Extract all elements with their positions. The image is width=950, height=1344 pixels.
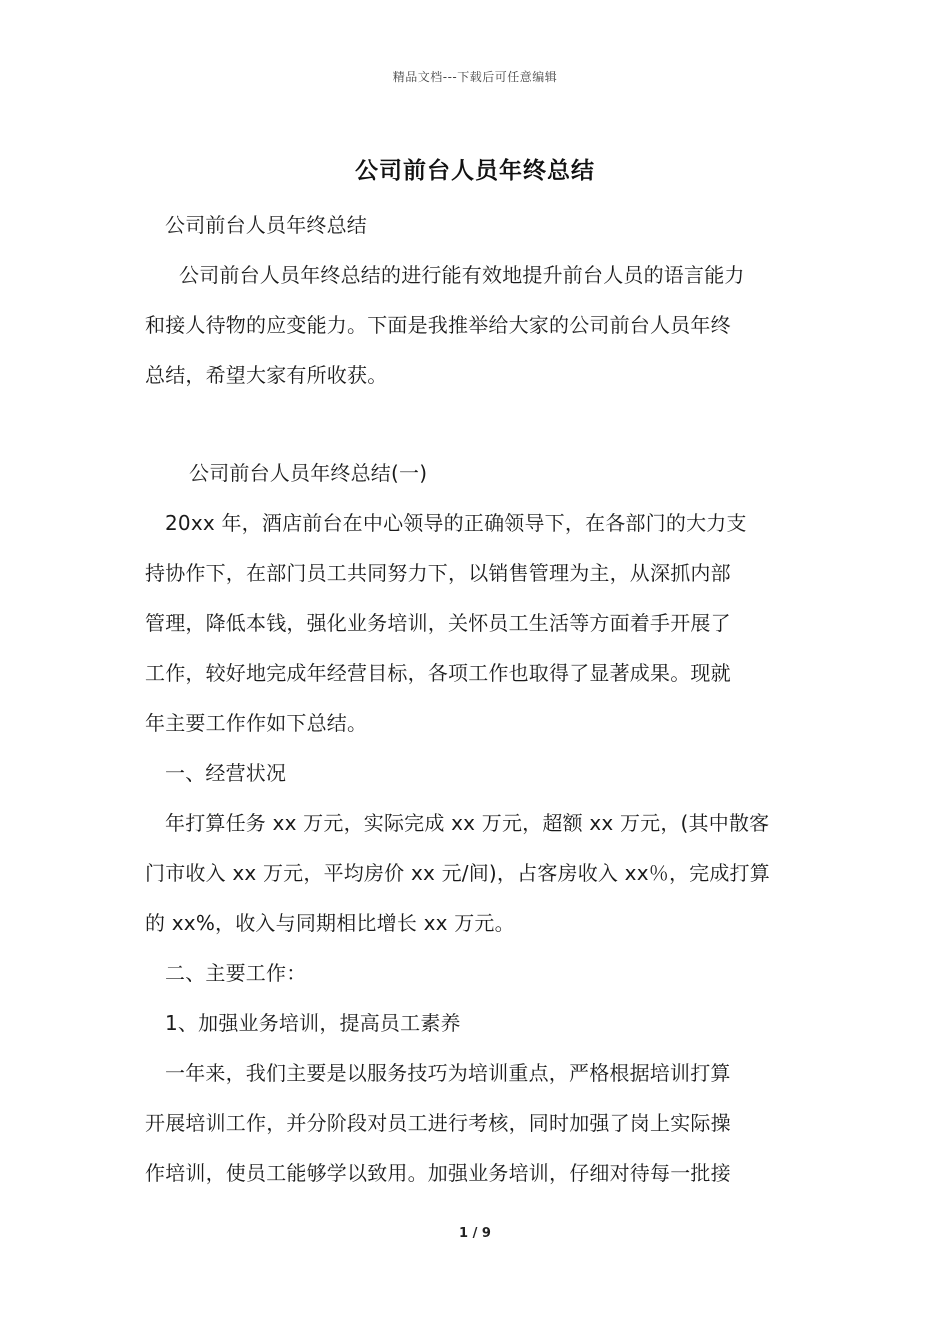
paragraph-line: 公司前台人员年终总结的进行能有效地提升前台人员的语言能力	[179, 263, 745, 287]
document-title: 公司前台人员年终总结	[355, 158, 595, 184]
paragraph-line: 开展培训工作，并分阶段对员工进行考核，同时加强了岗上实际操	[145, 1111, 731, 1135]
paragraph-line: 的 xx%，收入与同期相比增长 xx 万元。	[145, 911, 515, 935]
page-number: 1 / 9	[459, 1226, 491, 1241]
paragraph-line: 持协作下，在部门员工共同努力下，以销售管理为主，从深抓内部	[145, 561, 731, 585]
paragraph-line: 管理，降低本钱，强化业务培训，关怀员工生活等方面着手开展了	[145, 611, 731, 635]
paragraph-line: 门市收入 xx 万元，平均房价 xx 元/间)，占客房收入 xx％，完成打算	[145, 861, 770, 885]
blank-line	[145, 400, 807, 448]
paragraph-line: 一年来，我们主要是以服务技巧为培训重点，严格根据培训打算	[165, 1061, 731, 1085]
header-note: 精品文档---下载后可任意编辑	[392, 70, 558, 84]
subtitle-line: 公司前台人员年终总结	[165, 213, 367, 237]
paragraph-line: 和接人待物的应变能力。下面是我推举给大家的公司前台人员年终	[145, 313, 731, 337]
paragraph-line: 年主要工作作如下总结。	[145, 711, 368, 735]
subheading-line: 一、经营状况	[165, 761, 287, 785]
paragraph-line: 年打算任务 xx 万元，实际完成 xx 万元，超额 xx 万元，(其中散客	[165, 811, 770, 835]
paragraph-line: 作培训，使员工能够学以致用。加强业务培训，仔细对待每一批接	[145, 1161, 731, 1185]
section-heading: 公司前台人员年终总结(一)	[189, 461, 428, 485]
paragraph-line: 工作，较好地完成年经营目标，各项工作也取得了显著成果。现就	[145, 661, 731, 685]
paragraph-line: 20xx 年，酒店前台在中心领导的正确领导下，在各部门的大力支	[165, 511, 747, 535]
subheading-line: 二、主要工作：	[165, 961, 307, 985]
subheading-line: 1、加强业务培训，提高员工素养	[165, 1011, 461, 1035]
paragraph-line: 总结，希望大家有所收获。	[145, 363, 388, 387]
document-body	[145, 200, 807, 1198]
